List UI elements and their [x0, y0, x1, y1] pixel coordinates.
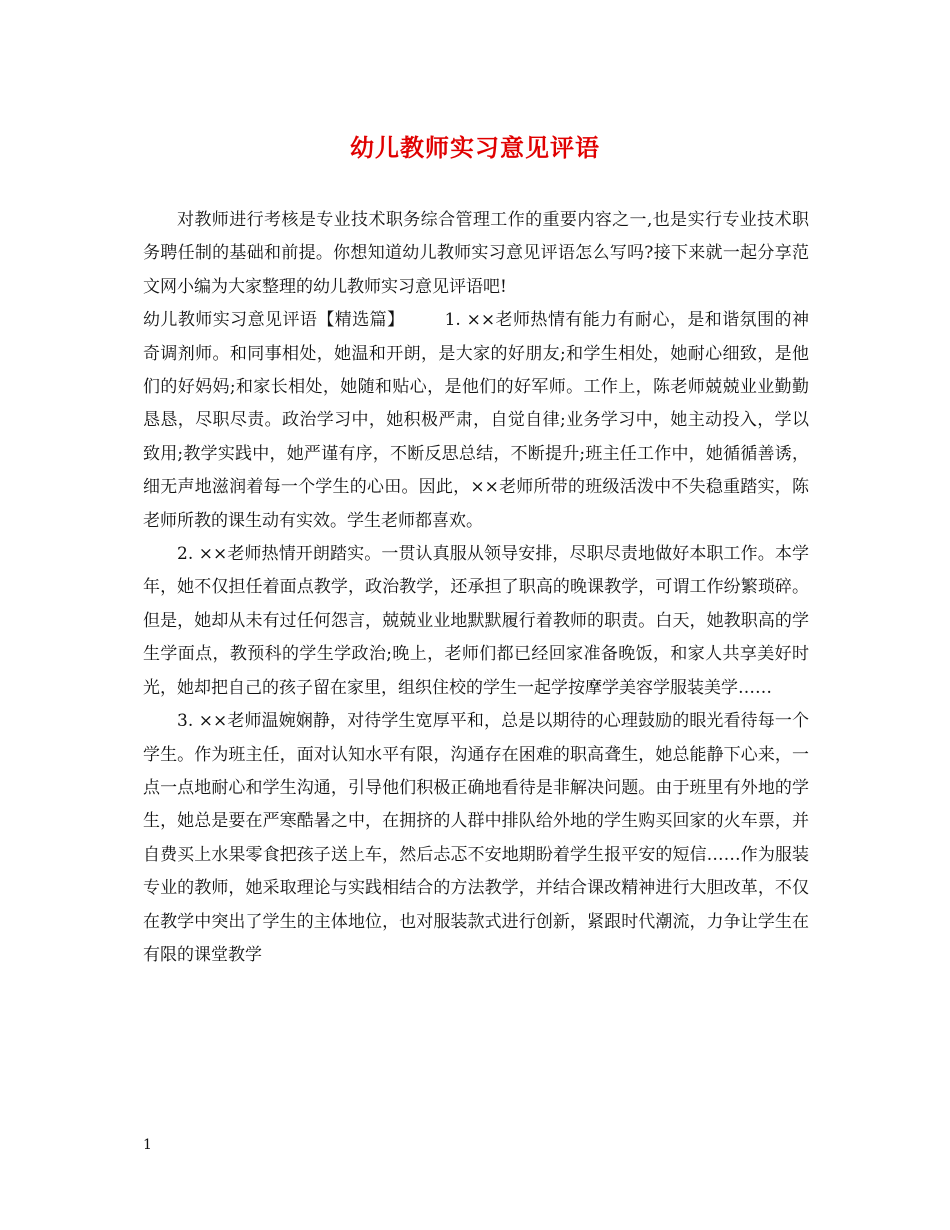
document-body [143, 204, 809, 972]
section-paragraph-1 [143, 304, 809, 538]
page-number: 1 [143, 1137, 152, 1153]
item-2-paragraph: 2. ××老师热情开朗踏实。一贯认真服从领导安排，尽职尽责地做好本职工作。本学年，她不仅担任着面点教学，政治教学，还承担了职高的晚课教学，可谓工作纷繁琐碎。但是，她却从未有过任何怨言，兢兢业业地默默履行着教师的职责。白天，她教职高的学生学面点，教预科的学生学政治;晚上，老师们都已经回家准备晚饭，和家人共享美好时光，她却把自己的孩子留在家里，组织住校的学生一起学按摩学美容学服装美学…… [143, 544, 809, 698]
item-1-text: 1. ××老师热情有能力有耐心，是和谐氛围的神奇调剂师。和同事相处，她温和开朗，是大家的好朋友;和学生相处，她耐心细致，是他们的好妈妈;和家长相处，她随和贴心，是他们的好军师。工作上，陈老师兢兢业业勤勤恳恳，尽职尽责。政治学习中，她积极严肃，自觉自律;业务学习中，她主动投入，学以致用;教学实践中，她严谨有序，不断反思总结，不断提升;班主任工作中，她循循善诱，细无声地滋润着每一个学生的心田。因此，××老师所带的班级活泼中不失稳重踏实，陈老师所教的课生动有实效。学生老师都喜欢。 [143, 310, 809, 531]
section-heading: 幼儿教师实习意见评语【精选篇】 [143, 310, 405, 331]
item-3-paragraph: 3. ××老师温婉娴静，对待学生宽厚平和，总是以期待的心理鼓励的眼光看待每一个学生。作为班主任，面对认知水平有限，沟通存在困难的职高聋生，她总能静下心来，一点一点地耐心和学生沟通，引导他们积极正确地看待是非解决问题。由于班里有外地的学生，她总是要在严寒酷暑之中，在拥挤的人群中排队给外地的学生购买回家的火车票，并自费买上水果零食把孩子送上车，然后忐忑不安地期盼着学生报平安的短信……作为服装专业的教师，她采取理论与实践相结合的方法教学，并结合课改精神进行大胆改革，不仅在教学中突出了学生的主体地位，也对服装款式进行创新，紧跟时代潮流，力争让学生在有限的课堂教学 [143, 711, 809, 965]
document-title: 幼儿教师实习意见评语 [350, 133, 600, 162]
intro-paragraph: 对教师进行考核是专业技术职务综合管理工作的重要内容之一,也是实行专业技术职务聘任制的基础和前提。你想知道幼儿教师实习意见评语怎么写吗?接下来就一起分享范文网小编为大家整理的幼儿教师实习意见评语吧! [143, 210, 809, 297]
